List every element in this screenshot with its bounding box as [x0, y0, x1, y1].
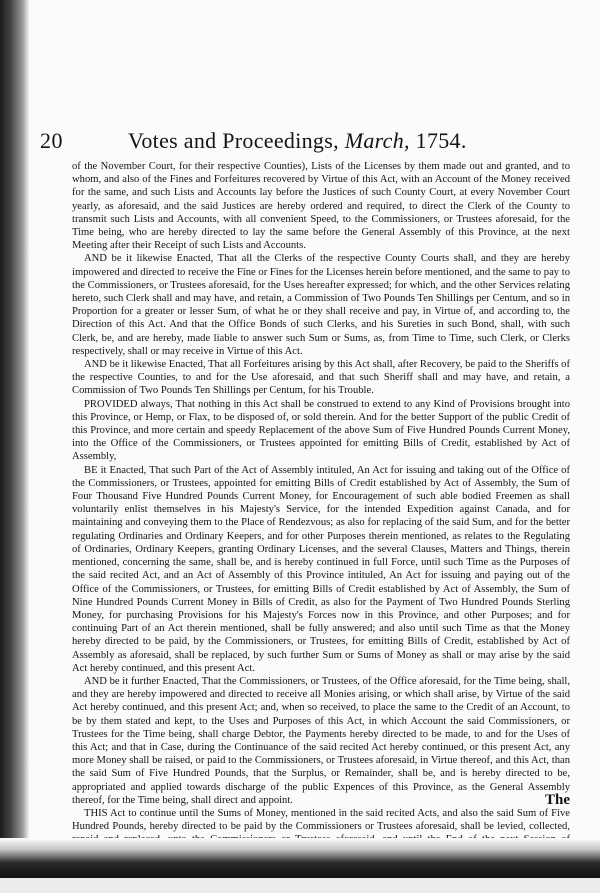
- binding-shadow: [0, 0, 30, 893]
- paragraph: BE it Enacted, That such Part of the Act of Assembly intituled, An Act for issuing and taking out of the Office of the Commissioners, or Trustees, appointed for emitting Bills of Credit established by Act of Assembly, the Sum of Four Thousand Five Hundred Pounds Current Money, for Encouragement of such able bodied Freemen as shall voluntarily enlist themselves in his Majesty's Service, for the intended Expedition against Canada, and for maintaining and conveying them to the Place of Rendezvous; as also for replacing of the said Sum, and for the better regulating Ordinaries and Ordinary Keepers, and for other Purposes therein mentioned, as relates to the Regulating of Ordinaries, Ordinary Keepers, granting Ordinary Licenses, and the several Clauses, Matters and Things, therein mentioned, concerning the same, shall be, and is hereby continued in full Force, until such Time as the Purposes of the said recited Act, and an Act of Assembly of this Province intituled, An Act for issuing and paying out of the Office of the Commissioners, or Trustees, for emitting Bills of Credit established by Act of Assembly, the Sum of Nine Hundred Pounds Current Money in Bills of Credit, as also for the Payment of Two Hundred Pounds Sterling Money, for purchasing Provisions for his Majesty's Forces now in this Province, and other Purposes; and for continuing Part of an Act therein mentioned, shall be fully answered; and also until such Time as that the Money hereby directed to be paid, by the Commissioners, or Trustees, for emitting Bills of Credit, established by Act of Assembly as aforesaid, shall be replaced, by such further Sum or Sums of Money as shall or may arise by the said Act hereby continued, and this present Act.: [72, 464, 570, 674]
- title-prefix: Votes and Proceedings,: [128, 128, 339, 153]
- scan-bottom-band: [0, 878, 600, 893]
- title-month: March,: [344, 128, 410, 153]
- paragraph: AND be it further Enacted, That the Commissioners, or Trustees, of the Office aforesaid, for the Time being, shall, and they are hereby impowered and directed to receive all Monies arising, or which shall arise, by Virtue of the said Act hereby continued, and this present Act; and, when so received, to place the same to the Credit of an Account, to be by them stated and kept, to the Uses and Purposes of this Act, in which Account the said Commissioners, or Trustees for the Time being, shall charge Debtor, the Payments hereby directed to be made, to and for the Uses of this Act; and that in Case, during the Continuance of the said recited Act hereby continued, or this present Act, any more Money shall be raised, or paid to the Commissioners, or Trustees aforesaid, in Virtue thereof, and this Act, than the said Sum of Five Hundred Pounds, that the Surplus, or Remainder, shall be, and is hereby directed to be, appropriated and applied towards discharge of the public Expences of this Province, as the General Assembly thereof, for the Time being, shall direct and appoint.: [72, 675, 570, 806]
- page-header: [40, 128, 560, 152]
- paragraph: PROVIDED always, That nothing in this Act shall be construed to extend to any Kind of Provisions brought into this Province, or Hemp, or Flax, to be disposed of, or sold therein. And for the better Support of the public Credit of this Province, and more certain and speedy Replacement of the above Sum of Five Hundred Pounds Current Money, into the Office of the Commissioners, or Trustees appointed for emitting Bills of Credit, established by Act of Assembly,: [72, 398, 570, 463]
- catchword: The: [544, 792, 570, 808]
- page-number: 20: [40, 128, 63, 153]
- paragraph: AND be it likewise Enacted, That all Forfeitures arising by this Act shall, after Recovery, be paid to the Sheriffs of the respective Counties, to and for the Use aforesaid, and that such Sheriff shall and may have, and retain, a Commission of Two Pounds Ten Shillings per Centum, for his Trouble.: [72, 359, 570, 397]
- running-title: [128, 128, 467, 154]
- body-text: [72, 160, 570, 860]
- paragraph: of the November Court, for their respective Counties), Lists of the Licenses by them made out and granted, and to whom, and also of the Fines and Forfeitures recovered by Virtue of this Act, with an Account of the Money received for the same, and such Lists and Accounts lay before the Justices of such County Court, at every November Court yearly, as aforesaid, and the said Justices are hereby ordered and required, to direct the Clerk of the County to transmit such Lists and Accounts, with all convenient Speed, to the Commissioners, or Trustees aforesaid, for the Time being, who are hereby directed to lay the same before the General Assembly of this Province, at the next Meeting after their Receipt of such Lists and Accounts.: [72, 161, 570, 252]
- paragraph: THIS Act to continue until the Sums of Money, mentioned in the said recited Acts, and also the said Sum of Five Hundred Pounds, hereby directed to be paid by the Commissioners or Trustees aforesaid, shall be levied, collected,: [72, 807, 570, 833]
- paragraph: AND be it likewise Enacted, That all the Clerks of the respective County Courts shall, and they are hereby impowered and directed to receive the Fine or Fines for the Licenses herein before mentioned, and the same to pay to the Commissioners, or Trustees aforesaid, for the Uses hereafter expressed; for which, and the other Services relating hereto, such Clerk shall and may have, and retain, a Commission of Two Pounds Ten Shillings per Centum, and so in Proportion for a greater or lesser Sum, of what he or they shall receive and pay, in Virtue of, and according to, the Direction of this Act. And that the Office Bonds of such Clerks, and his Sureties in such Bond, shall, with such Clerk, be, and are hereby, made liable to answer such Sum or Sums, as, from Time to Time, such Clerk, or Clerks respectively, shall or may receive in Virtue of this Act.: [72, 253, 570, 357]
- title-year: 1754.: [415, 128, 467, 153]
